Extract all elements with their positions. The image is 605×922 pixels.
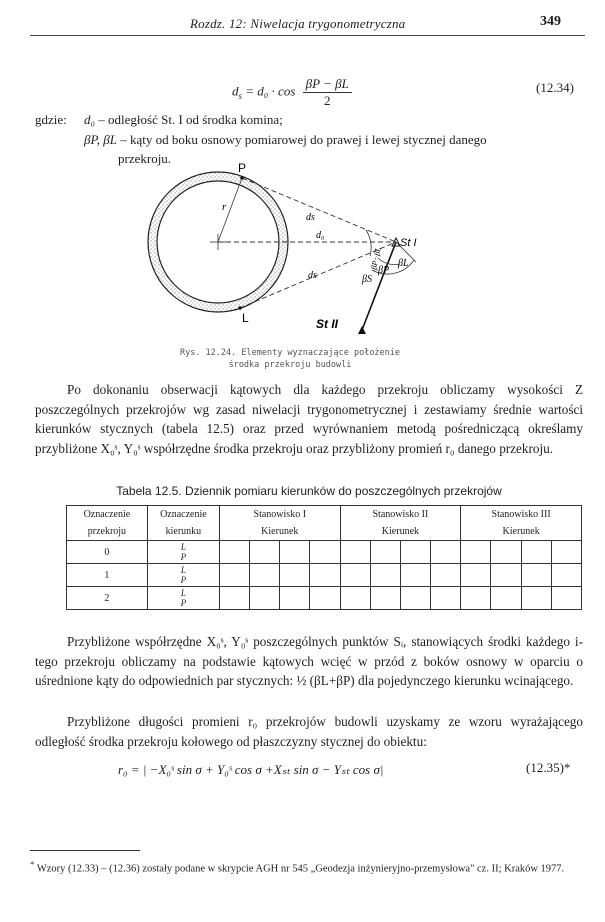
header-stanowisko-1: Stanowisko I — [219, 506, 340, 524]
label-beta-s: βS — [362, 274, 372, 285]
header-stanowisko-2: Stanowisko II — [340, 506, 461, 524]
paragraph-3: Przybliżone długości promieni r₀ przekrojów budowli uzyskamy ze wzoru wyrażającego odległość środka przekroju kołowego od płaszczyzny stycznej do obiektu: — [35, 714, 583, 749]
label-d0: d₀ — [316, 230, 325, 241]
header-rule — [30, 35, 585, 36]
label-beta-p: βP — [378, 265, 390, 276]
header-kierunek-l2: kierunku — [147, 523, 219, 541]
header-stanowisko-1-l2: Kierunek — [219, 523, 340, 541]
header-kierunek: Oznaczenie — [147, 506, 219, 524]
equation-number-12-34: (12.34) — [536, 80, 574, 95]
where-label: gdzie: — [35, 112, 67, 127]
label-angle-diff: βP−βL — [369, 246, 383, 271]
definition-beta-continued: przekroju. — [118, 151, 172, 166]
cell-kierunek: L P — [147, 564, 219, 587]
direction-log-table — [66, 505, 582, 610]
table-caption: Tabela 12.5. Dziennik pomiaru kierunków do poszczególnych przekrojów — [116, 484, 502, 498]
header-stanowisko-3-l2: Kierunek — [461, 523, 582, 541]
table-row — [67, 564, 582, 587]
running-header-title: Rozdz. 12: Niwelacja trygonometryczna — [190, 16, 406, 31]
label-beta-l: βL — [398, 258, 409, 269]
cell-kierunek: L P — [147, 541, 219, 564]
label-ds-bottom: ds — [308, 270, 317, 281]
footnote: * Wzory (12.33) – (12.36) zostały podane w skrypcie AGH nr 545 „Geodezja inżynieryjno-przemysłowa" cz. II; Kraków 1977. — [30, 859, 565, 875]
page-number: 349 — [540, 14, 561, 29]
equation-12-34: $d_s = d_0 \cdot \cos$ $\frac{\beta P - \beta L}{2}$ — [232, 76, 352, 109]
header-stanowisko-3: Stanowisko III — [461, 506, 582, 524]
label-r: r — [222, 201, 227, 213]
cell-przekroj: 1 — [67, 564, 148, 587]
cell-przekroj: 2 — [67, 587, 148, 610]
definition-beta: βP, βL – kąty od boku osnowy pomiarowej do prawej i lewej stycznej danego — [84, 132, 487, 147]
footnote-rule — [30, 850, 140, 851]
equation-12-35: r₀ = | −X₀ˢ sin σ + Y₀ˢ cos σ +Xₛₜ sin σ − Yₛₜ cos σ| — [118, 762, 384, 777]
equation-number-12-35: (12.35)* — [526, 760, 571, 775]
table-row — [67, 587, 582, 610]
header-przekroj: Oznaczenie — [67, 506, 148, 524]
figure-caption: Rys. 12.24. Elementy wyznaczające położenie środka przekroju budowli — [179, 348, 401, 370]
paragraph-1: Po dokonaniu obserwacji kątowych dla każdego przekroju obliczamy wysokości Z poszczególnych przekrojów wg zasad niwelacji trygonometrycznej i zestawiamy średnie wartości kierunków stycznych (tabela 12.5) oraz przed wyrównaniem metodą pośredniczącą określamy przybliżone X₀ˢ, Y₀ˢ współrzędne środka przekroju oraz przybliżony promień r₀ danego przekroju. — [35, 382, 583, 456]
header-przekroj-l2: przekroju — [67, 523, 148, 541]
label-ds-top: ds — [306, 212, 315, 223]
table-row — [67, 541, 582, 564]
label-P: P — [238, 161, 247, 175]
paragraph-2: Przybliżone współrzędne X₀ˢ, Y₀ˢ poszczególnych punktów Sᵢ, stanowiących środki każdego i-tego przekroju obliczamy na podstawie kątowych wcięć w przód z boków osnowy w oparciu o uśrednione kąty do odpowiednich par stycznych: ½ (βL+βP) dla pojedynczego kierunku wcinającego. — [35, 634, 583, 688]
label-st1: St I — [400, 237, 417, 249]
definition-d0: d₀ – odległość St. I od środka komina; — [84, 112, 283, 127]
header-stanowisko-2-l2: Kierunek — [340, 523, 461, 541]
figure-12-24 — [130, 160, 460, 345]
cell-przekroj: 0 — [67, 541, 148, 564]
label-L: L — [242, 311, 249, 325]
cell-kierunek: L P — [147, 587, 219, 610]
label-st2: St II — [316, 317, 339, 331]
